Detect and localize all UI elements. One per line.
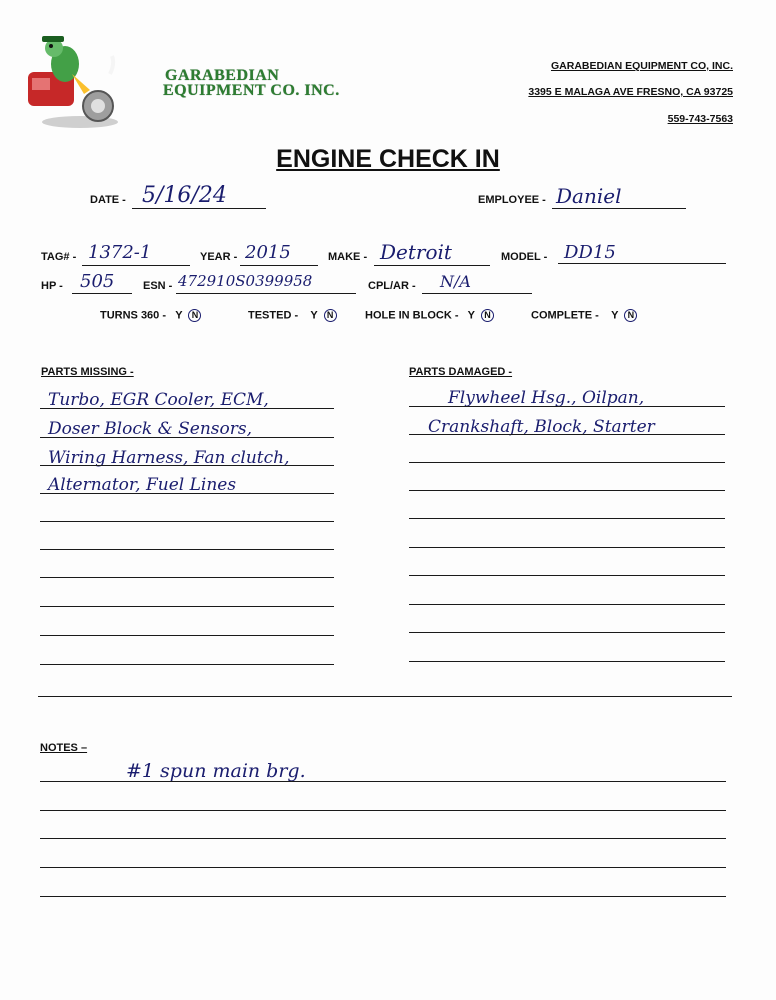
missing-rule <box>40 606 334 607</box>
parts-missing-line-4: Alternator, Fuel Lines <box>48 475 237 495</box>
notes-rule <box>40 896 726 897</box>
logo-name: GARABEDIAN <box>165 67 280 84</box>
employee-value: Daniel <box>556 184 622 208</box>
parts-damaged-label: PARTS DAMAGED - <box>409 366 513 378</box>
missing-rule <box>40 493 334 494</box>
notes-rule <box>40 810 726 811</box>
tag-line <box>82 265 190 266</box>
turns-label: TURNS 360 - <box>100 309 167 322</box>
missing-rule <box>40 577 334 578</box>
esn-line <box>176 293 356 294</box>
hp-label: HP - <box>41 280 63 292</box>
employee-line <box>552 208 686 209</box>
missing-rule <box>40 664 334 665</box>
damaged-rule <box>409 604 725 605</box>
parts-missing-label: PARTS MISSING - <box>41 366 134 378</box>
company-address: 3395 E MALAGA AVE FRESNO, CA 93725 <box>528 86 733 98</box>
damaged-rule <box>409 518 725 519</box>
cplar-value: N/A <box>440 272 471 291</box>
year-label: YEAR - <box>200 251 238 263</box>
damaged-rule <box>409 661 725 662</box>
turns-check <box>100 309 201 322</box>
parts-damaged-line-1: Flywheel Hsg., Oilpan, <box>448 388 645 408</box>
company-phone: 559-743-7563 <box>667 113 733 125</box>
missing-rule <box>40 437 334 438</box>
complete-check <box>531 309 637 322</box>
damaged-rule <box>409 490 725 491</box>
complete-yes: Y <box>611 309 619 322</box>
notes-rule <box>40 867 726 868</box>
tag-value: 1372-1 <box>88 242 152 263</box>
model-line <box>558 263 726 264</box>
missing-rule <box>40 521 334 522</box>
turtle-logo-icon <box>20 34 122 129</box>
cplar-line <box>422 293 532 294</box>
logo-sub: EQUIPMENT CO. INC. <box>163 82 340 99</box>
notes-rule <box>40 781 726 782</box>
tested-label: TESTED - <box>248 309 299 322</box>
hole-label: HOLE IN BLOCK - <box>365 309 459 322</box>
model-label: MODEL - <box>501 251 548 263</box>
hp-line <box>72 293 132 294</box>
turns-no-circled: N <box>188 309 201 322</box>
cplar-label: CPL/AR - <box>368 280 416 292</box>
company-logo-text <box>163 68 363 98</box>
tested-no-circled: N <box>324 309 337 322</box>
damaged-rule <box>409 632 725 633</box>
hole-no-circled: N <box>481 309 494 322</box>
notes-line-1: #1 spun main brg. <box>126 760 306 782</box>
missing-rule <box>40 408 334 409</box>
damaged-rule <box>409 575 725 576</box>
esn-value: 472910S0399958 <box>178 272 313 290</box>
tag-label: TAG# - <box>41 251 77 263</box>
notes-rule <box>40 838 726 839</box>
section-divider <box>38 696 732 697</box>
year-line <box>240 265 318 266</box>
damaged-rule <box>409 406 725 407</box>
parts-missing-line-1: Turbo, EGR Cooler, ECM, <box>48 390 269 410</box>
missing-rule <box>40 549 334 550</box>
date-label: DATE - <box>90 194 126 206</box>
parts-missing-line-3: Wiring Harness, Fan clutch, <box>48 448 290 468</box>
tested-yes: Y <box>310 309 318 322</box>
turns-yes: Y <box>175 309 183 322</box>
hole-check <box>365 309 494 322</box>
complete-label: COMPLETE - <box>531 309 599 322</box>
employee-label: EMPLOYEE - <box>478 194 546 206</box>
missing-rule <box>40 635 334 636</box>
damaged-rule <box>409 434 725 435</box>
parts-missing-line-2: Doser Block & Sensors, <box>48 419 252 439</box>
notes-label: NOTES – <box>40 742 88 754</box>
date-line <box>132 208 266 209</box>
damaged-rule <box>409 547 725 548</box>
make-value: Detroit <box>380 240 452 264</box>
make-line <box>374 265 490 266</box>
esn-label: ESN - <box>143 280 173 292</box>
form-title: ENGINE CHECK IN <box>276 145 500 173</box>
make-label: MAKE - <box>328 251 368 263</box>
tested-check <box>248 309 337 322</box>
hp-value: 505 <box>80 271 115 292</box>
company-name: GARABEDIAN EQUIPMENT CO, INC. <box>550 60 733 72</box>
year-value: 2015 <box>245 242 291 263</box>
date-value: 5/16/24 <box>142 183 227 208</box>
missing-rule <box>40 465 334 466</box>
model-value: DD15 <box>564 242 616 263</box>
hole-yes: Y <box>467 309 475 322</box>
complete-no-circled: N <box>624 309 637 322</box>
parts-damaged-line-2: Crankshaft, Block, Starter <box>428 417 655 437</box>
damaged-rule <box>409 462 725 463</box>
